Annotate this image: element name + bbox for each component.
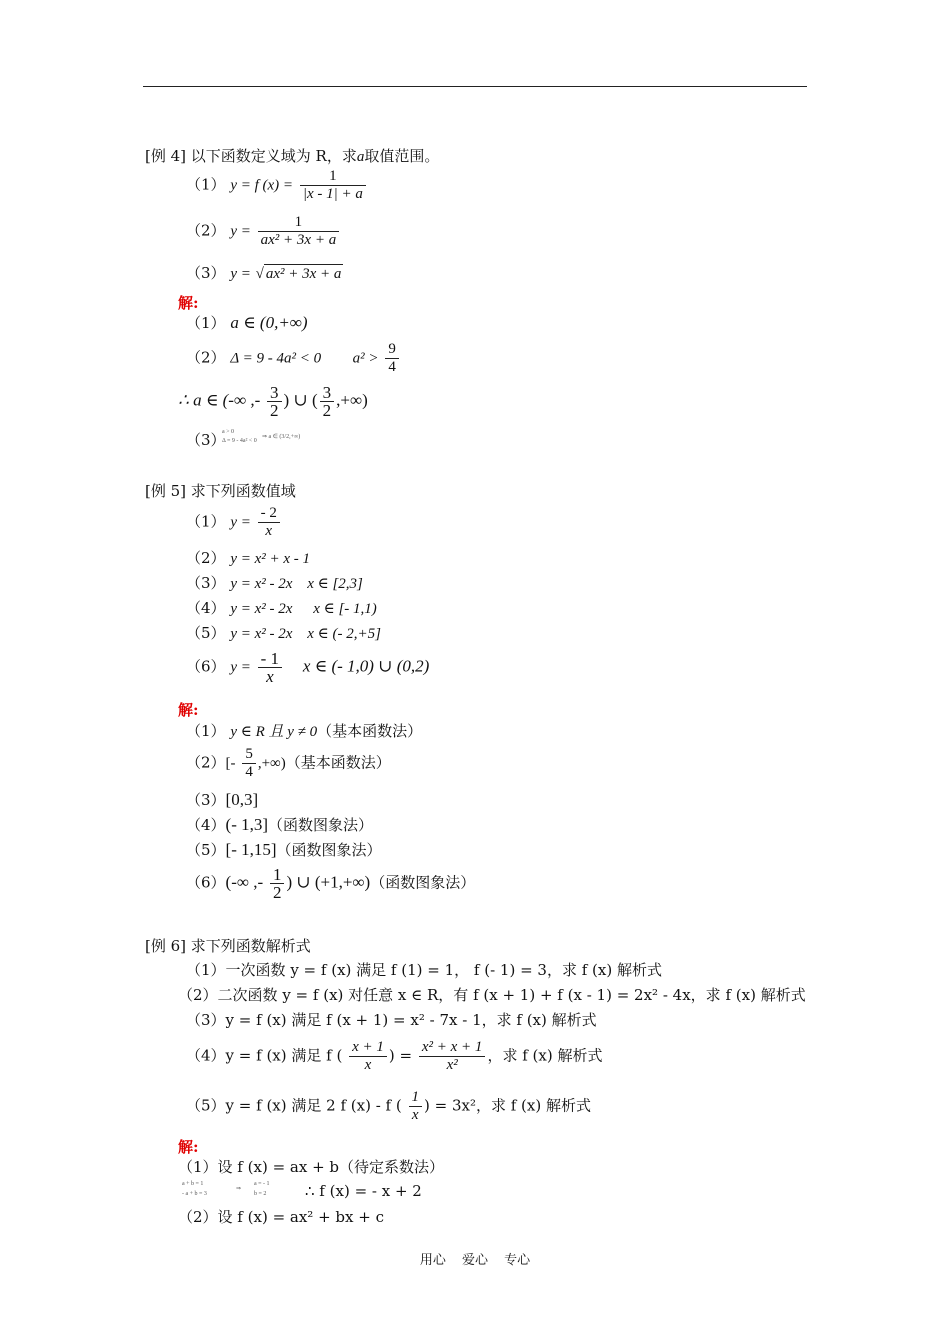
ex6-system-1-line-1: a + b = 1 <box>182 1181 204 1187</box>
ex6-item-1: （1）一次函数 y = f (x) 满足 f (1) = 1， f (- 1) = 3，求 f (x) 解析式 <box>186 961 662 979</box>
fraction: $\frac{- 2}{x}$ <box>258 505 280 540</box>
ex5-item-5: （5） y = x² - 2x x ∈ (- 2,+5] <box>186 624 381 642</box>
ex6-item-2: （2）二次函数 y = f (x) 对任意 x ∈ R，有 f (x + 1) + f (x - 1) = 2x² - 4x，求 f (x) 解析式 <box>178 986 806 1004</box>
ex6-item-5: （5）y = f (x) 满足 2 f (x) - f ( $\frac{1}{x}$ ) = 3x²，求 f (x) 解析式 <box>186 1089 591 1123</box>
fraction: $\frac{3}{2}$ <box>267 384 282 419</box>
footer-text-2: 爱心 <box>461 1253 488 1268</box>
ex4-item-1: （1） y = f (x) = $\frac{1}{|x - 1| + a}$ <box>186 168 368 203</box>
ex6-solution-1: （1）设 f (x) = ax + b（待定系数法） <box>178 1158 445 1176</box>
ex5-item-3: （3） y = x² - 2x x ∈ [2,3] <box>186 574 363 592</box>
ex6-system-2-line-2: b = 2 <box>254 1191 267 1197</box>
ex5-item-1: （1） y = $\frac{- 2}{x}$ <box>186 505 282 540</box>
footer-text-1: 用心 <box>419 1253 446 1268</box>
fraction: $\frac{x + 1}{x}$ <box>349 1039 387 1074</box>
solution-label-ex5: 解: <box>178 701 199 719</box>
fraction: $\frac{1}{2}$ <box>270 866 285 901</box>
ex5-item-4: （4） y = x² - 2x x ∈ [- 1,1) <box>186 599 377 617</box>
ex4-solution-2: （2） Δ = 9 - 4a² < 0 a² > $\frac{9}{4}$ <box>186 341 401 376</box>
ex4-solution-3: （3） <box>186 431 226 449</box>
fraction: $\frac{3}{2}$ <box>320 384 335 419</box>
ex6-system-2-line-1: a = - 1 <box>254 1181 270 1187</box>
ex5-solution-6: （6）(-∞ ,- $\frac{1}{2}$ ) ∪ (+1,+∞)（函数图象法） <box>186 865 476 902</box>
example-4-title: [例 4] 以下函数定义域为 R，求a取值范围。 <box>145 147 440 165</box>
ex5-solution-3: （3）[0,3] <box>186 790 259 809</box>
fraction: $\frac{1}{\text{ax² + 3x + a}}$ <box>258 214 340 249</box>
example-5-title: [例 5] 求下列函数值域 <box>145 482 296 500</box>
ex4-solution-2-conclusion: ∴ a ∈ (-∞ ,- $\frac{3}{2}$ ) ∪ ( $\frac{3}{2}$ ,+∞) <box>178 383 368 420</box>
ex4-item-3: （3） y = √ ax² + 3x + a <box>186 264 342 282</box>
ex6-solution-1-result: ∴ f (x) = - x + 2 <box>305 1182 422 1200</box>
fraction: $\frac{1}{|x - 1| + a}$ <box>300 168 366 203</box>
fraction: $\frac{1}{x}$ <box>409 1089 423 1124</box>
ex4-solution-3-tiny-1: a > 0 <box>222 429 235 435</box>
ex6-item-4: （4）y = f (x) 满足 f ( $\frac{x + 1}{x}$ ) = $\frac{\text{x² + x + 1}}{\text{x²}}$ ，求 f (x) 解析式 <box>186 1039 603 1073</box>
ex4-item-2: （2） y = $\frac{1}{\text{ax² + 3x + a}}$ <box>186 214 341 249</box>
solution-label-ex4: 解: <box>178 294 199 312</box>
ex4-solution-3-tiny-2: Δ = 9 - 4a² < 0 <box>222 438 257 444</box>
ex5-solution-2: （2）[- $\frac{5}{4}$ ,+∞)（基本函数法） <box>186 746 391 780</box>
example-6-title: [例 6] 求下列函数解析式 <box>145 937 311 955</box>
page-footer <box>0 1249 950 1268</box>
ex5-solution-4: （4）(- 1,3]（函数图象法） <box>186 815 374 834</box>
ex5-item-2: （2） y = x² + x - 1 <box>186 549 311 567</box>
ex6-solution-2: （2）设 f (x) = ax² + bx + c <box>178 1208 384 1226</box>
ex5-solution-5: （5）[- 1,15]（函数图象法） <box>186 840 382 859</box>
fraction: $\frac{9}{4}$ <box>385 341 399 376</box>
ex6-system-arrow: ⇒ <box>236 1186 242 1192</box>
ex4-solution-1: （1） a ∈ (0,+∞) <box>186 313 308 332</box>
ex4-solution-3-tiny-3: ⇒ a ∈ (3/2,+∞) <box>262 434 301 440</box>
ex6-item-3: （3）y = f (x) 满足 f (x + 1) = x² - 7x - 1，求 f (x) 解析式 <box>186 1011 597 1029</box>
solution-label-ex6: 解: <box>178 1138 199 1156</box>
fraction: $\frac{- 1}{x}$ <box>258 650 282 685</box>
footer-text-3: 专心 <box>504 1253 531 1268</box>
header-rule <box>143 86 807 87</box>
ex5-item-6: （6） y = $\frac{- 1}{x}$ x ∈ (- 1,0) ∪ (0,2) <box>186 649 430 686</box>
ex6-system-1-line-2: - a + b = 3 <box>182 1191 207 1197</box>
ex5-solution-1: （1） y ∈ R 且 y ≠ 0（基本函数法） <box>186 722 423 740</box>
fraction: $\frac{\text{x² + x + 1}}{\text{x²}}$ <box>419 1039 486 1074</box>
fraction: $\frac{5}{4}$ <box>242 746 256 781</box>
